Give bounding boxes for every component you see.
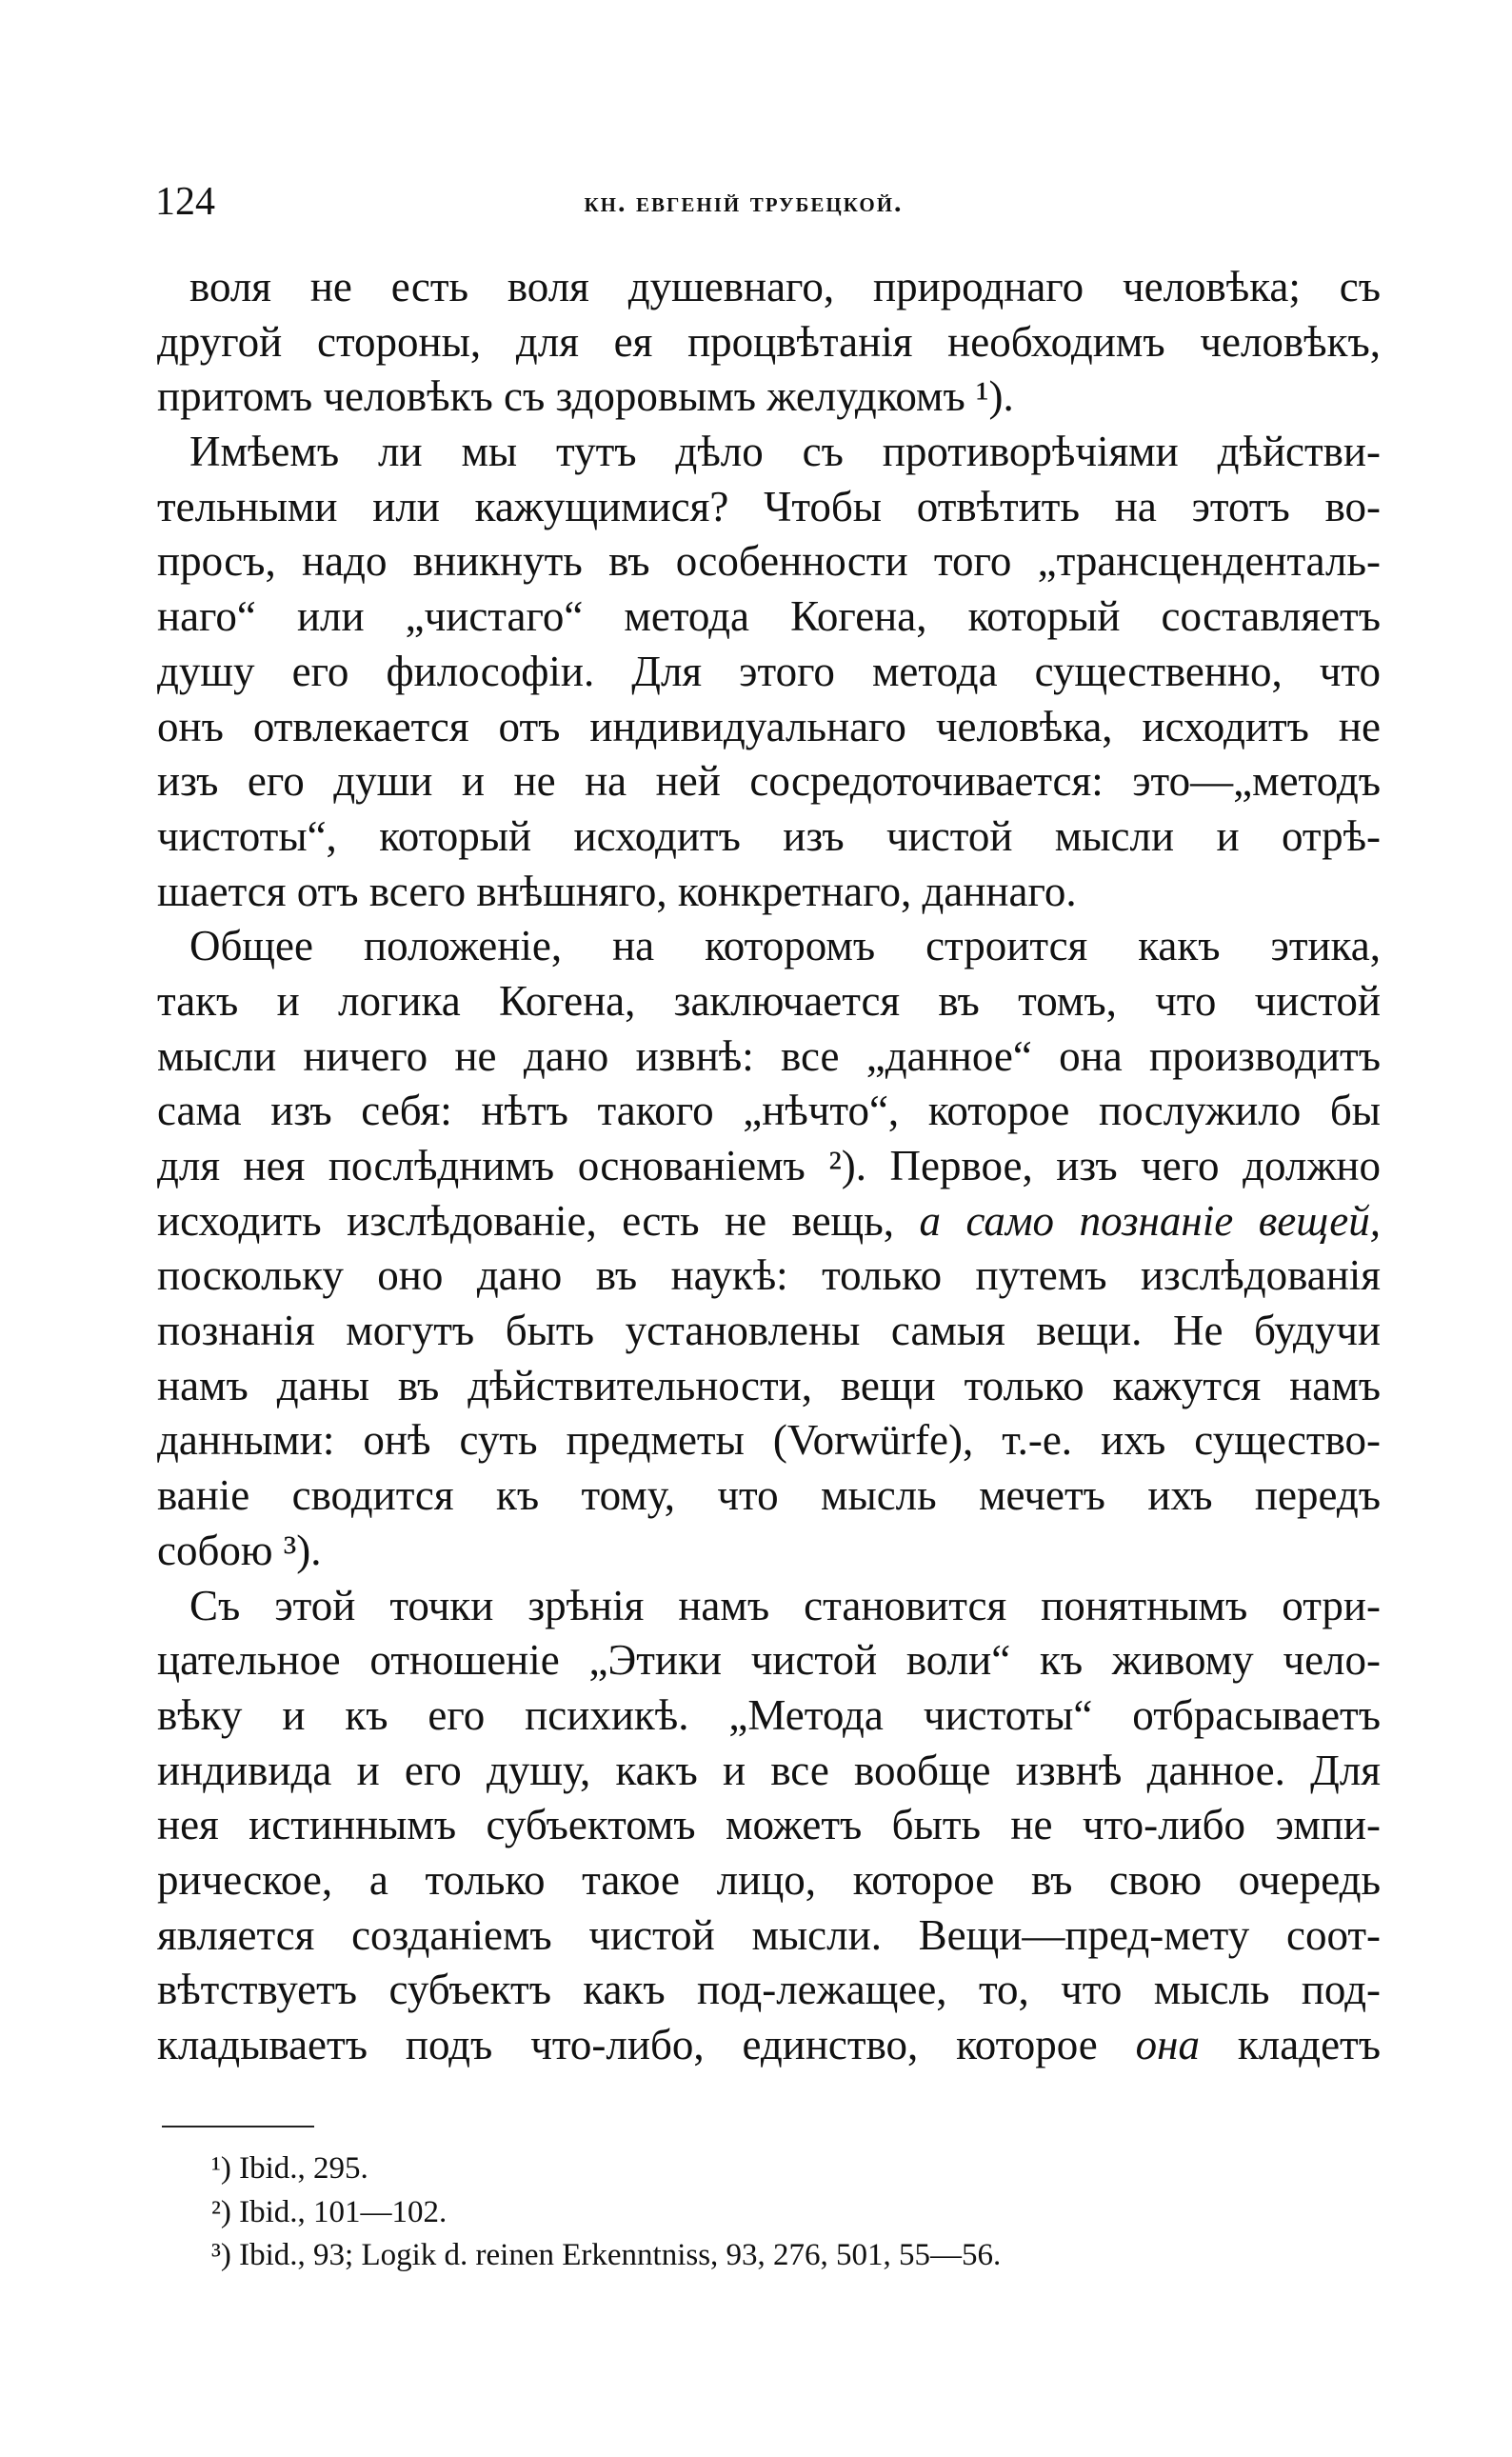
text-segment: кладываетъ подъ что-либо, единство, которое [157, 2021, 1136, 2068]
text-line [157, 865, 1381, 920]
running-head: кн. евгеній трубецкой. [584, 187, 904, 218]
text-segment: познанія могутъ быть установлены самыя вещи. Не будучи [157, 1307, 1381, 1355]
text-line [157, 1029, 1381, 1085]
text-line [157, 480, 1381, 535]
text-segment: кладетъ [1199, 2021, 1381, 2068]
text-segment: вѣтствуетъ субъектъ какъ под-лежащее, то, что мысль под- [157, 1966, 1381, 2014]
text-segment: цательное отношеніе „Этики чистой воли“ къ живому чело- [157, 1636, 1381, 1685]
text-line [157, 1744, 1381, 1799]
text-segment: сама изъ себя: нѣтъ такого „нѣчто“, которое послужило бы [157, 1087, 1381, 1135]
text-line [157, 2018, 1381, 2073]
text-segment: такъ и логика Когена, заключается въ томъ, что чистой [157, 976, 1381, 1025]
paragraph [157, 919, 1381, 1578]
italic-text: она [1135, 2021, 1200, 2068]
text-line [157, 1084, 1381, 1139]
text-line [157, 1248, 1381, 1304]
text-line [157, 1798, 1381, 1853]
text-segment: тельными или кажущимися? Чтобы отвѣтить на этотъ во- [157, 482, 1381, 530]
text-line [157, 315, 1381, 370]
text-segment: исходить изслѣдованіе, есть не вещь, [157, 1196, 920, 1245]
footnote-1: ¹) Ibid., 295. [211, 2151, 368, 2186]
text-line [157, 700, 1381, 755]
text-line [157, 534, 1381, 589]
text-line [157, 754, 1381, 809]
text-segment: онъ отвлекается отъ индивидуальнаго человѣка, исходитъ не [157, 702, 1381, 750]
italic-text: а само познаніе вещей, [919, 1196, 1382, 1245]
text-segment: для нея послѣднимъ основаніемъ ²). Первое, изъ чего должно [157, 1142, 1381, 1189]
page-number: 124 [155, 180, 215, 224]
text-segment: поскольку оно дано въ наукѣ: только путемъ изслѣдованія [157, 1251, 1381, 1300]
text-segment: ваніе сводится къ тому, что мысль мечетъ ихъ передъ [157, 1471, 1381, 1520]
text-line [157, 1688, 1381, 1744]
text-line [157, 1853, 1381, 1908]
text-segment: рическое, а только такое лицо, которое въ свою очередь [157, 1855, 1381, 1904]
text-line [157, 1139, 1381, 1194]
text-segment: изъ его души и не на ней сосредоточивается: это—„методъ [157, 757, 1381, 806]
text-segment: индивида и его душу, какъ и все вообще извнѣ данное. Для [157, 1746, 1381, 1794]
text-line [157, 1304, 1381, 1359]
text-segment: просъ, надо вникнуть въ особенности того „трансценденталь- [157, 537, 1381, 586]
text-segment: Общее положеніе, на которомъ строится какъ этика, [189, 922, 1381, 970]
text-line [157, 1359, 1381, 1414]
text-segment: притомъ человѣкъ съ здоровымъ желудкомъ ¹). [157, 372, 1014, 421]
text-segment: собою ³). [157, 1526, 322, 1574]
text-line [157, 260, 1381, 315]
paragraph [157, 425, 1381, 919]
text-line [157, 1468, 1381, 1524]
text-line [157, 1963, 1381, 2018]
text-line [157, 1413, 1381, 1468]
footnotes [211, 2147, 1001, 2278]
text-segment: вѣку и къ его психикѣ. „Метода чистоты“ отбрасываетъ [157, 1690, 1381, 1739]
text-line [157, 1908, 1381, 1964]
text-segment: нея истиннымъ субъектомъ можетъ быть не что-либо эмпи- [157, 1801, 1381, 1849]
text-segment: воля не есть воля душевнаго, природнаго человѣка; съ [189, 263, 1381, 310]
text-segment: Съ этой точки зрѣнія намъ становится понятнымъ отри- [189, 1581, 1381, 1629]
text-line [157, 425, 1381, 480]
text-line [157, 1524, 1381, 1579]
text-segment: душу его философіи. Для этого метода существенно, что [157, 647, 1381, 695]
text-segment: мысли ничего не дано извнѣ: все „данное“ она производитъ [157, 1031, 1381, 1080]
body-text [157, 260, 1381, 2073]
text-line [157, 919, 1381, 974]
text-line [157, 809, 1381, 865]
text-line [157, 589, 1381, 645]
text-line [157, 1194, 1381, 1249]
text-line [157, 1579, 1381, 1634]
text-line [157, 370, 1381, 425]
text-segment: чистоты“, который исходитъ изъ чистой мысли и отрѣ- [157, 811, 1381, 860]
text-segment: шается отъ всего внѣшняго, конкретнаго, даннаго. [157, 867, 1077, 915]
footnote-rule [162, 2126, 314, 2127]
text-line [157, 974, 1381, 1029]
footnote-3: ³) Ibid., 93; Logik d. reinen Erkenntniss, 93, 276, 501, 55—56. [211, 2238, 1002, 2272]
text-segment: Имѣемъ ли мы тутъ дѣло съ противорѣчіями дѣйстви- [189, 428, 1381, 476]
text-segment: другой стороны, для ея процвѣтанія необходимъ человѣкъ, [157, 317, 1381, 366]
text-segment: намъ даны въ дѣйствительности, вещи только кажутся намъ [157, 1361, 1381, 1409]
text-segment: данными: онѣ суть предметы (Vorwürfe), т.-е. ихъ существо- [157, 1416, 1381, 1465]
text-segment: является созданіемъ чистой мысли. Вещи—пред-мету соот- [157, 1910, 1381, 1959]
footnote-2: ²) Ibid., 101—102. [211, 2194, 448, 2229]
text-line [157, 645, 1381, 700]
paragraph [157, 260, 1381, 425]
text-segment: наго“ или „чистаго“ метода Когена, который составляетъ [157, 592, 1381, 641]
paragraph [157, 1579, 1381, 2073]
text-line [157, 1633, 1381, 1688]
